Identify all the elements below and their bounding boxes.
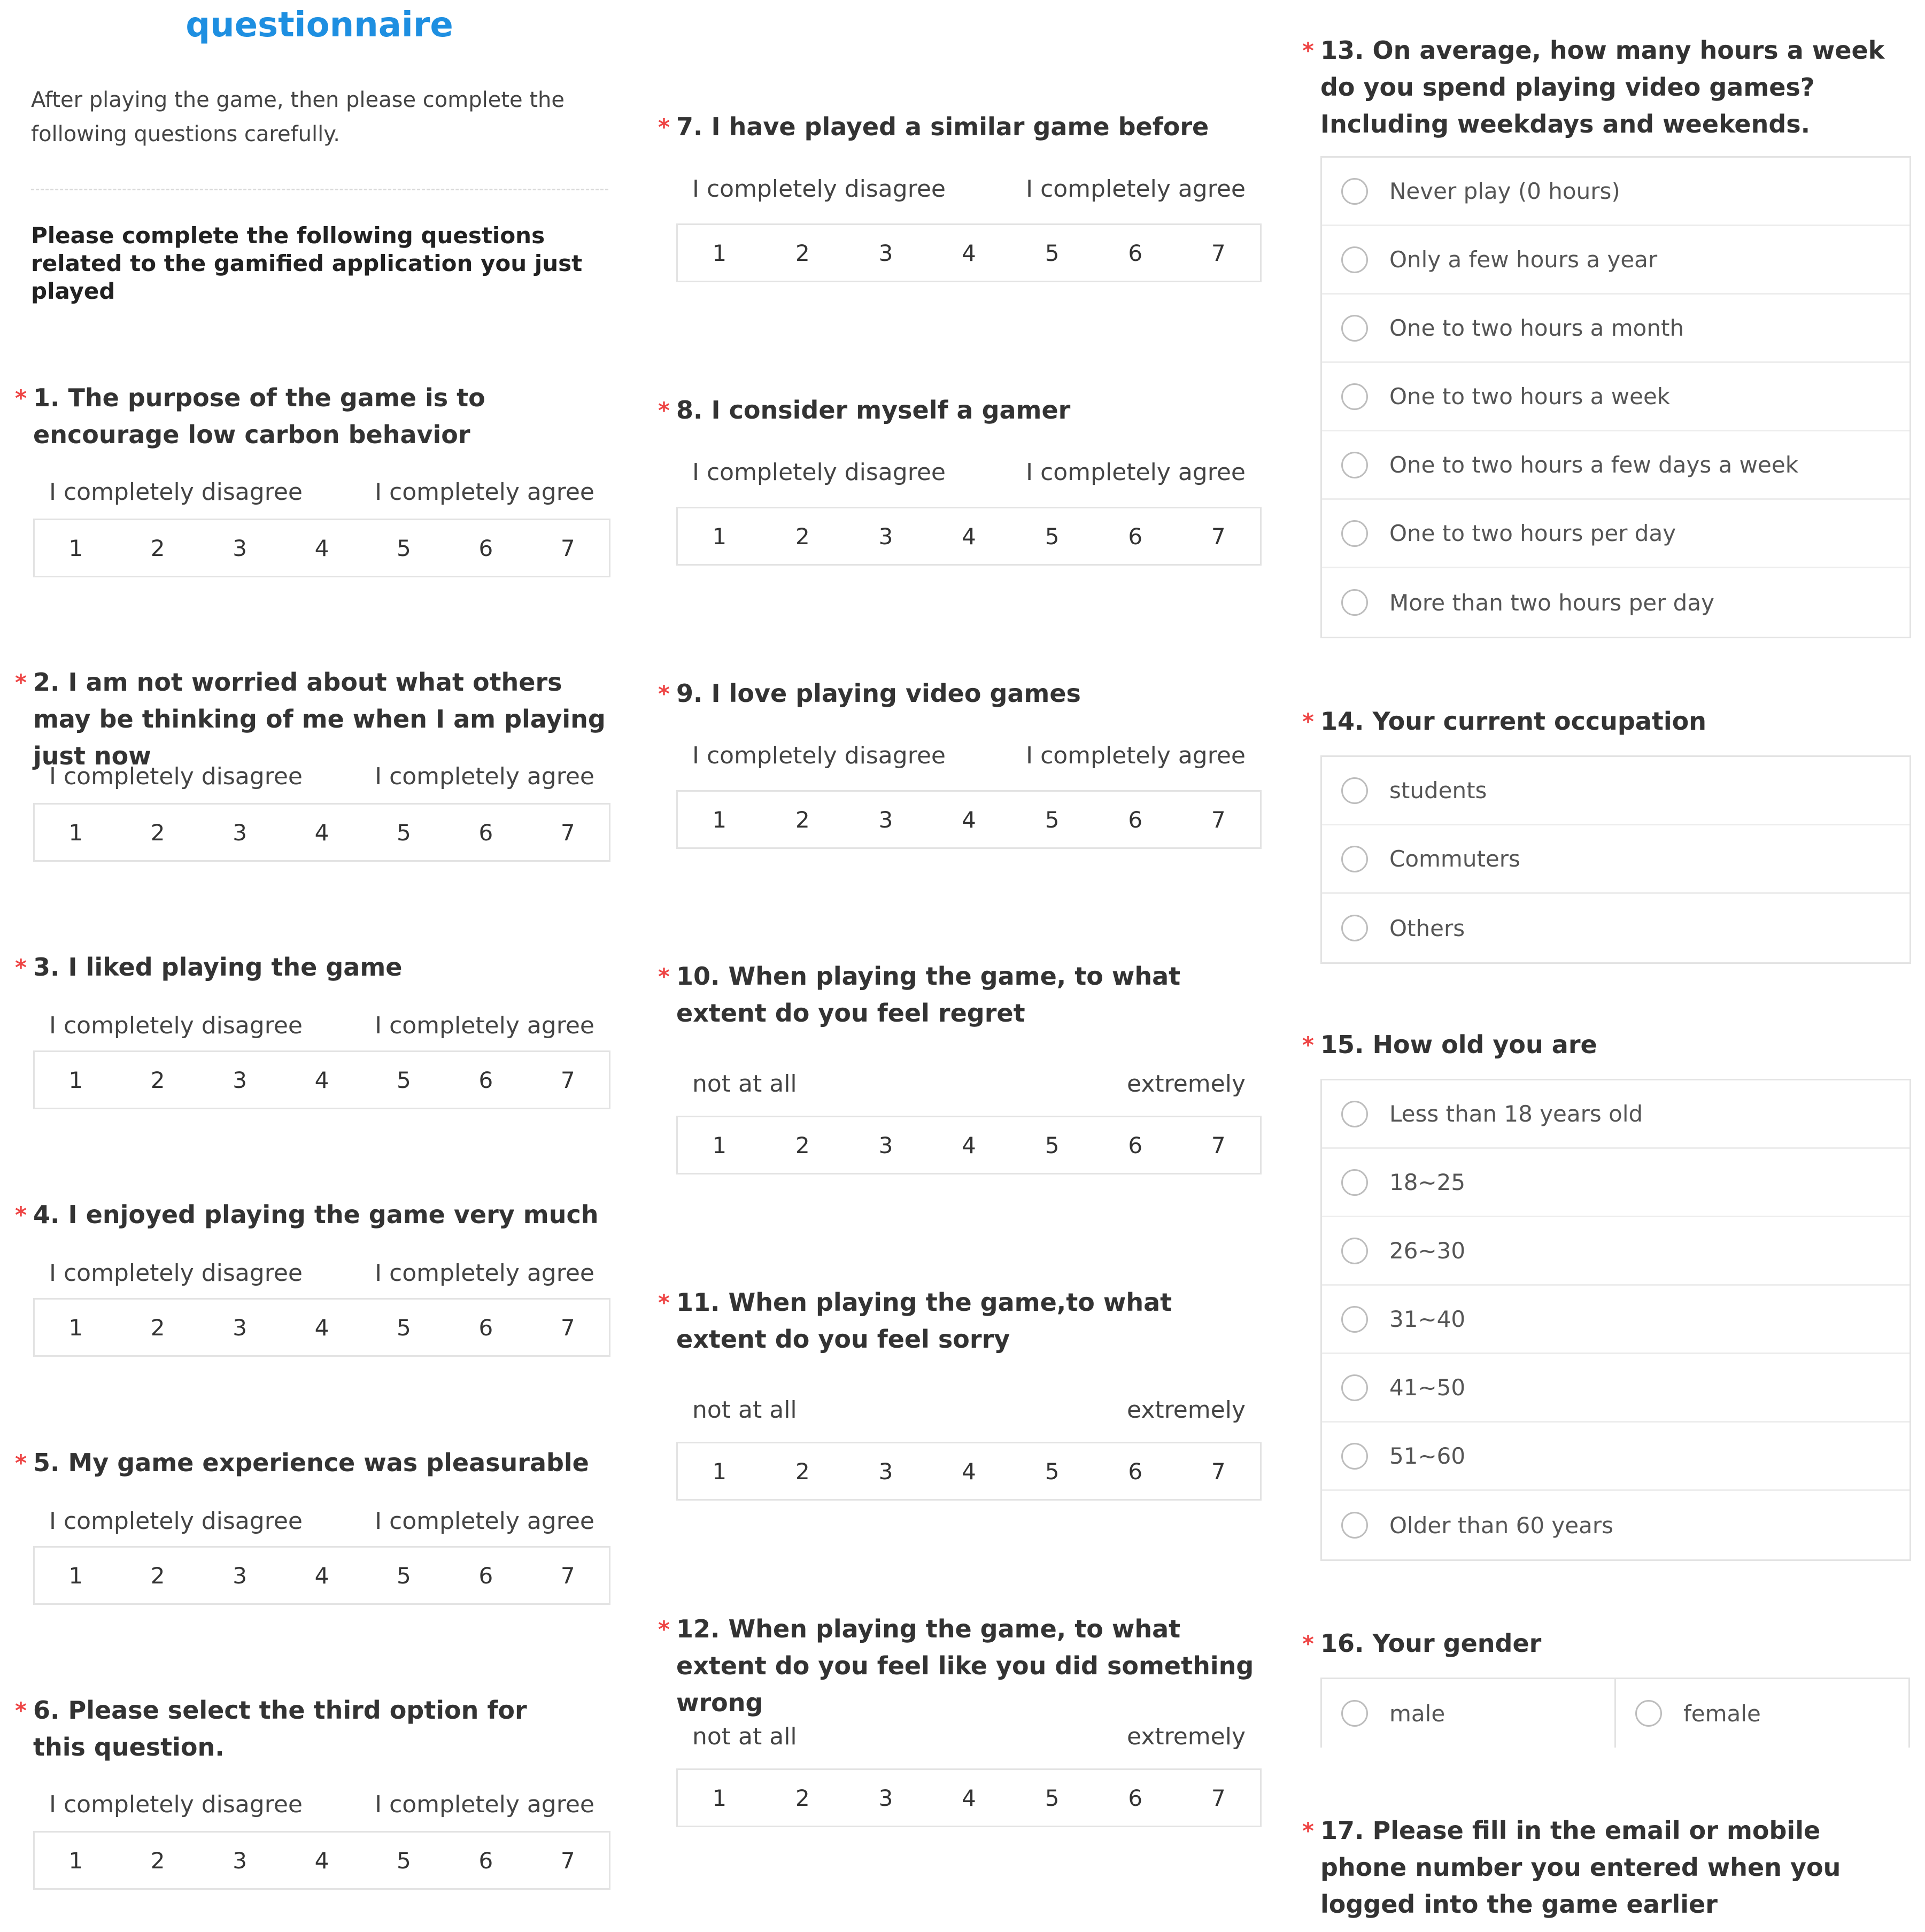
rating-scale	[676, 1768, 1262, 1827]
scale-option-6[interactable]: 6	[478, 819, 493, 846]
radio-option[interactable]	[1322, 1217, 1909, 1286]
scale-option-1[interactable]: 1	[712, 239, 727, 266]
q10-title-text: 10. When playing the game, to what extent do you feel regret	[676, 962, 1181, 1027]
q11-title	[658, 1284, 1262, 1358]
question-16	[1302, 1625, 1911, 1727]
q17-title-text: 17. Please fill in the email or mobile phone number you entered when you logged into the game earlier	[1320, 1816, 1841, 1919]
scale-low-label: not at all	[692, 1070, 797, 1098]
required-marker: *	[1302, 708, 1314, 735]
scale-option-6[interactable]: 6	[478, 1067, 493, 1093]
scale-option-5[interactable]: 5	[397, 1314, 411, 1341]
rating-scale	[676, 1116, 1262, 1174]
required-marker: *	[15, 669, 27, 695]
q13-title-text: 13. On average, how many hours a week do you spend playing video games? Including weekdays and weekends.	[1320, 36, 1885, 138]
scale-low-label: I completely disagree	[49, 1508, 303, 1535]
scale-option-6[interactable]: 6	[478, 1847, 493, 1874]
q3-title-text: 3. I liked playing the game	[33, 953, 403, 982]
radio-option[interactable]	[1322, 500, 1909, 568]
scale-low-label: I completely disagree	[692, 175, 946, 203]
scale-end-labels	[49, 1791, 594, 1818]
radio-option-male[interactable]	[1322, 1679, 1616, 1748]
scale-option-4[interactable]: 4	[314, 819, 329, 846]
scale-option-7[interactable]: 7	[560, 535, 575, 561]
q16-title	[1302, 1625, 1911, 1662]
scale-high-label: I completely agree	[1026, 175, 1246, 203]
radio-circle-icon[interactable]	[1341, 589, 1368, 616]
question-17	[1302, 1812, 1911, 1923]
scale-high-label: I completely agree	[1026, 742, 1246, 769]
required-marker: *	[658, 397, 670, 423]
scale-option-2[interactable]: 2	[150, 1314, 165, 1341]
scale-high-label: I completely agree	[1026, 459, 1246, 486]
scale-option-1[interactable]: 1	[712, 523, 727, 550]
radio-option[interactable]	[1322, 1080, 1909, 1149]
scale-option-1[interactable]: 1	[68, 1067, 83, 1093]
radio-option[interactable]	[1322, 894, 1909, 962]
radio-option-label: students	[1389, 777, 1487, 803]
q1-title-text: 1. The purpose of the game is to encourage low carbon behavior	[33, 383, 485, 449]
q1-title	[15, 380, 568, 453]
scale-option-3[interactable]: 3	[233, 535, 247, 561]
q12-title-text: 12. When playing the game, to what extent do you feel like you did something wrong	[676, 1614, 1254, 1717]
radio-option[interactable]	[1322, 1149, 1909, 1217]
required-marker: *	[658, 1616, 670, 1642]
q7-title-text: 7. I have played a similar game before	[676, 112, 1209, 141]
scale-option-4[interactable]: 4	[314, 535, 329, 561]
scale-option-2[interactable]: 2	[795, 523, 810, 550]
scale-option-6[interactable]: 6	[1128, 1458, 1143, 1485]
q14-title-text: 14. Your current occupation	[1320, 707, 1706, 736]
scale-option-7[interactable]: 7	[560, 1067, 575, 1093]
scale-end-labels	[49, 763, 594, 790]
scale-option-6[interactable]: 6	[1128, 806, 1143, 833]
q6-title	[15, 1692, 546, 1766]
radio-circle-icon[interactable]	[1341, 383, 1368, 410]
scale-option-1[interactable]: 1	[712, 1784, 727, 1811]
scale-end-labels	[692, 459, 1246, 486]
radio-option-label: More than two hours per day	[1389, 589, 1714, 616]
radio-option[interactable]	[1322, 1286, 1909, 1354]
required-marker: *	[15, 1202, 27, 1228]
rating-scale	[676, 223, 1262, 282]
q6-title-text: 6. Please select the third option for this question.	[33, 1696, 527, 1761]
page-title: questionnaire	[185, 5, 453, 45]
scale-option-5[interactable]: 5	[397, 1562, 411, 1589]
radio-option-label: 41~50	[1389, 1374, 1466, 1401]
rating-scale	[676, 1442, 1262, 1501]
scale-high-label: extremely	[1127, 1070, 1246, 1098]
radio-circle-icon[interactable]	[1635, 1700, 1662, 1727]
scale-option-1[interactable]: 1	[68, 535, 83, 561]
q2-title	[15, 664, 610, 775]
scale-low-label: not at all	[692, 1396, 797, 1424]
scale-option-7[interactable]: 7	[1211, 239, 1226, 266]
question-14	[1302, 703, 1911, 941]
radio-option[interactable]	[1322, 226, 1909, 295]
radio-circle-icon[interactable]	[1341, 1374, 1368, 1401]
q12-title	[658, 1611, 1262, 1721]
scale-option-3[interactable]: 3	[233, 1067, 247, 1093]
question-10	[658, 958, 1262, 1158]
question-2	[15, 664, 610, 846]
scale-option-4[interactable]: 4	[314, 1067, 329, 1093]
radio-option[interactable]	[1322, 158, 1909, 226]
scale-option-5[interactable]: 5	[1045, 239, 1060, 266]
scale-option-5[interactable]: 5	[397, 1067, 411, 1093]
q4-title	[15, 1196, 610, 1233]
radio-circle-icon[interactable]	[1341, 1443, 1368, 1470]
scale-high-label: I completely agree	[375, 478, 594, 506]
rating-scale	[33, 519, 610, 577]
radio-option-list	[1320, 755, 1911, 964]
required-marker: *	[1302, 37, 1314, 64]
scale-option-5[interactable]: 5	[1045, 1784, 1060, 1811]
q9-title	[658, 675, 1262, 712]
scale-option-3[interactable]: 3	[233, 819, 247, 846]
scale-option-3[interactable]: 3	[233, 1562, 247, 1589]
scale-option-3[interactable]: 3	[878, 1458, 893, 1485]
question-13	[1302, 32, 1911, 616]
scale-end-labels	[692, 1723, 1246, 1750]
q8-title-text: 8. I consider myself a gamer	[676, 396, 1071, 424]
radio-circle-icon[interactable]	[1341, 1101, 1368, 1127]
scale-option-3[interactable]: 3	[878, 1132, 893, 1158]
scale-low-label: I completely disagree	[49, 763, 303, 790]
radio-option-female[interactable]	[1616, 1679, 1910, 1748]
required-marker: *	[15, 385, 27, 411]
q14-title	[1302, 703, 1911, 740]
required-marker: *	[15, 1450, 27, 1476]
scale-end-labels	[692, 742, 1246, 769]
scale-option-2[interactable]: 2	[795, 1458, 810, 1485]
intro-text: After playing the game, then please complete the following questions carefully.	[31, 88, 565, 146]
radio-option[interactable]	[1322, 431, 1909, 500]
radio-option-label: Less than 18 years old	[1389, 1101, 1643, 1127]
divider	[31, 189, 608, 190]
scale-high-label: extremely	[1127, 1723, 1246, 1750]
q15-title	[1302, 1026, 1911, 1063]
radio-circle-icon[interactable]	[1341, 1169, 1368, 1196]
scale-option-5[interactable]: 5	[397, 819, 411, 846]
required-marker: *	[1302, 1818, 1314, 1844]
radio-circle-icon[interactable]	[1341, 452, 1368, 478]
question-5	[15, 1444, 610, 1589]
scale-option-1[interactable]: 1	[68, 1314, 83, 1341]
radio-option-label: One to two hours a month	[1389, 315, 1684, 341]
question-8	[658, 392, 1262, 550]
question-4	[15, 1196, 610, 1341]
required-marker: *	[15, 954, 27, 980]
scale-option-6[interactable]: 6	[478, 535, 493, 561]
scale-option-3[interactable]: 3	[878, 239, 893, 266]
scale-option-5[interactable]: 5	[1045, 1132, 1060, 1158]
scale-low-label: I completely disagree	[49, 1791, 303, 1818]
scale-option-6[interactable]: 6	[1128, 1784, 1143, 1811]
radio-option-label: 18~25	[1389, 1169, 1466, 1195]
radio-option-list	[1320, 1079, 1911, 1561]
radio-circle-icon[interactable]	[1341, 246, 1368, 273]
radio-circle-icon[interactable]	[1341, 846, 1368, 872]
radio-circle-icon[interactable]	[1341, 1238, 1368, 1264]
scale-end-labels	[692, 1070, 1246, 1098]
question-7	[658, 109, 1262, 266]
rating-scale	[33, 1298, 610, 1357]
scale-end-labels	[692, 175, 1246, 203]
section-note: Please complete the following questions related to the gamified application you just played	[31, 222, 583, 304]
scale-option-2[interactable]: 2	[150, 819, 165, 846]
scale-low-label: I completely disagree	[49, 478, 303, 506]
radio-option[interactable]	[1322, 568, 1909, 637]
q9-title-text: 9. I love playing video games	[676, 679, 1081, 708]
scale-option-2[interactable]: 2	[795, 239, 810, 266]
scale-option-7[interactable]: 7	[1211, 1784, 1226, 1811]
scale-option-4[interactable]: 4	[962, 1132, 976, 1158]
rating-scale	[33, 1546, 610, 1605]
scale-option-2[interactable]: 2	[150, 1562, 165, 1589]
radio-circle-icon[interactable]	[1341, 178, 1368, 205]
radio-option-label: One to two hours a week	[1389, 383, 1671, 409]
scale-option-5[interactable]: 5	[1045, 1458, 1060, 1485]
scale-high-label: I completely agree	[375, 1259, 594, 1287]
scale-low-label: not at all	[692, 1723, 797, 1750]
scale-low-label: I completely disagree	[692, 459, 946, 486]
radio-option-label: Older than 60 years	[1389, 1512, 1614, 1539]
q3-title	[15, 949, 610, 986]
scale-option-1[interactable]: 1	[68, 1847, 83, 1874]
scale-option-3[interactable]: 3	[878, 523, 893, 550]
scale-option-1[interactable]: 1	[68, 819, 83, 846]
q10-title	[658, 958, 1262, 1032]
scale-option-7[interactable]: 7	[560, 819, 575, 846]
radio-option-label: Only a few hours a year	[1389, 246, 1658, 273]
scale-high-label: extremely	[1127, 1396, 1246, 1424]
scale-option-6[interactable]: 6	[478, 1562, 493, 1589]
required-marker: *	[658, 1289, 670, 1316]
scale-option-6[interactable]: 6	[1128, 523, 1143, 550]
scale-option-6[interactable]: 6	[1128, 239, 1143, 266]
scale-option-3[interactable]: 3	[233, 1314, 247, 1341]
scale-option-5[interactable]: 5	[397, 535, 411, 561]
scale-option-4[interactable]: 4	[962, 523, 976, 550]
scale-option-5[interactable]: 5	[1045, 806, 1060, 833]
radio-option-list	[1320, 156, 1911, 638]
radio-option-label: Never play (0 hours)	[1389, 178, 1620, 204]
question-6	[15, 1692, 610, 1874]
scale-option-7[interactable]: 7	[560, 1314, 575, 1341]
scale-option-2[interactable]: 2	[150, 1847, 165, 1874]
radio-circle-icon[interactable]	[1341, 1700, 1368, 1727]
radio-option-label: One to two hours a few days a week	[1389, 452, 1799, 478]
scale-end-labels	[49, 1012, 594, 1039]
scale-option-7[interactable]: 7	[560, 1847, 575, 1874]
q4-title-text: 4. I enjoyed playing the game very much	[33, 1200, 599, 1229]
radio-option[interactable]	[1322, 757, 1909, 825]
scale-option-2[interactable]: 2	[795, 806, 810, 833]
scale-option-4[interactable]: 4	[962, 1458, 976, 1485]
radio-option-label: Commuters	[1389, 846, 1520, 872]
required-marker: *	[658, 681, 670, 707]
scale-end-labels	[49, 1259, 594, 1287]
q5-title	[15, 1444, 610, 1481]
radio-option-label: 31~40	[1389, 1306, 1466, 1332]
radio-circle-icon[interactable]	[1341, 777, 1368, 804]
radio-option-label: female	[1683, 1700, 1761, 1727]
scale-option-3[interactable]: 3	[878, 806, 893, 833]
rating-scale	[33, 1831, 610, 1890]
scale-end-labels	[49, 1508, 594, 1535]
scale-option-6[interactable]: 6	[1128, 1132, 1143, 1158]
scale-option-1[interactable]: 1	[712, 806, 727, 833]
scale-option-4[interactable]: 4	[962, 239, 976, 266]
radio-circle-icon[interactable]	[1341, 1512, 1368, 1539]
radio-option-label: One to two hours per day	[1389, 520, 1676, 546]
q11-title-text: 11. When playing the game,to what extent do you feel sorry	[676, 1288, 1172, 1354]
scale-option-5[interactable]: 5	[397, 1847, 411, 1874]
scale-option-3[interactable]: 3	[878, 1784, 893, 1811]
scale-end-labels	[692, 1396, 1246, 1424]
radio-option[interactable]	[1322, 1423, 1909, 1491]
required-marker: *	[658, 114, 670, 140]
scale-option-4[interactable]: 4	[962, 1784, 976, 1811]
scale-low-label: I completely disagree	[692, 742, 946, 769]
rating-scale	[33, 803, 610, 862]
scale-option-3[interactable]: 3	[233, 1847, 247, 1874]
scale-option-4[interactable]: 4	[314, 1562, 329, 1589]
scale-low-label: I completely disagree	[49, 1012, 303, 1039]
q7-title	[658, 109, 1262, 145]
radio-option-label: male	[1389, 1700, 1445, 1727]
rating-scale	[33, 1050, 610, 1109]
scale-option-2[interactable]: 2	[795, 1784, 810, 1811]
scale-option-6[interactable]: 6	[478, 1314, 493, 1341]
q17-title	[1302, 1812, 1911, 1923]
q8-title	[658, 392, 1262, 429]
scale-option-2[interactable]: 2	[150, 535, 165, 561]
question-12	[658, 1611, 1262, 1811]
question-11	[658, 1284, 1262, 1485]
radio-circle-icon[interactable]	[1341, 1306, 1368, 1333]
scale-high-label: I completely agree	[375, 1012, 594, 1039]
required-marker: *	[15, 1697, 27, 1724]
scale-end-labels	[49, 478, 594, 506]
radio-option-label: 26~30	[1389, 1238, 1466, 1264]
scale-option-1[interactable]: 1	[712, 1132, 727, 1158]
question-1	[15, 380, 610, 561]
question-9	[658, 675, 1262, 833]
scale-option-2[interactable]: 2	[795, 1132, 810, 1158]
radio-circle-icon[interactable]	[1341, 315, 1368, 342]
scale-option-7[interactable]: 7	[1211, 523, 1226, 550]
radio-option[interactable]	[1322, 825, 1909, 894]
scale-option-7[interactable]: 7	[1211, 806, 1226, 833]
scale-option-4[interactable]: 4	[314, 1847, 329, 1874]
q5-title-text: 5. My game experience was pleasurable	[33, 1448, 589, 1477]
rating-scale	[676, 790, 1262, 849]
question-3	[15, 949, 610, 1093]
q16-title-text: 16. Your gender	[1320, 1629, 1542, 1658]
rating-scale	[676, 507, 1262, 566]
radio-option[interactable]	[1322, 363, 1909, 431]
required-marker: *	[1302, 1630, 1314, 1657]
scale-option-1[interactable]: 1	[68, 1562, 83, 1589]
scale-option-7[interactable]: 7	[1211, 1458, 1226, 1485]
required-marker: *	[1302, 1032, 1314, 1058]
scale-option-1[interactable]: 1	[712, 1458, 727, 1485]
required-marker: *	[658, 963, 670, 990]
scale-option-7[interactable]: 7	[1211, 1132, 1226, 1158]
scale-high-label: I completely agree	[375, 1508, 594, 1535]
scale-high-label: I completely agree	[375, 1791, 594, 1818]
q2-title-text: 2. I am not worried about what others may be thinking of me when I am playing just now	[33, 668, 606, 770]
scale-option-5[interactable]: 5	[1045, 523, 1060, 550]
radio-option-row	[1320, 1678, 1910, 1748]
scale-option-7[interactable]: 7	[560, 1562, 575, 1589]
radio-circle-icon[interactable]	[1341, 915, 1368, 941]
q13-title	[1302, 32, 1887, 143]
scale-low-label: I completely disagree	[49, 1259, 303, 1287]
scale-option-4[interactable]: 4	[314, 1314, 329, 1341]
q15-title-text: 15. How old you are	[1320, 1030, 1597, 1059]
radio-option-label: Others	[1389, 915, 1465, 941]
radio-circle-icon[interactable]	[1341, 520, 1368, 547]
question-15	[1302, 1026, 1911, 1539]
scale-option-4[interactable]: 4	[962, 806, 976, 833]
scale-high-label: I completely agree	[375, 763, 594, 790]
radio-option[interactable]	[1322, 295, 1909, 363]
scale-option-2[interactable]: 2	[150, 1067, 165, 1093]
radio-option-label: 51~60	[1389, 1443, 1466, 1469]
radio-option[interactable]	[1322, 1491, 1909, 1559]
radio-option[interactable]	[1322, 1354, 1909, 1423]
